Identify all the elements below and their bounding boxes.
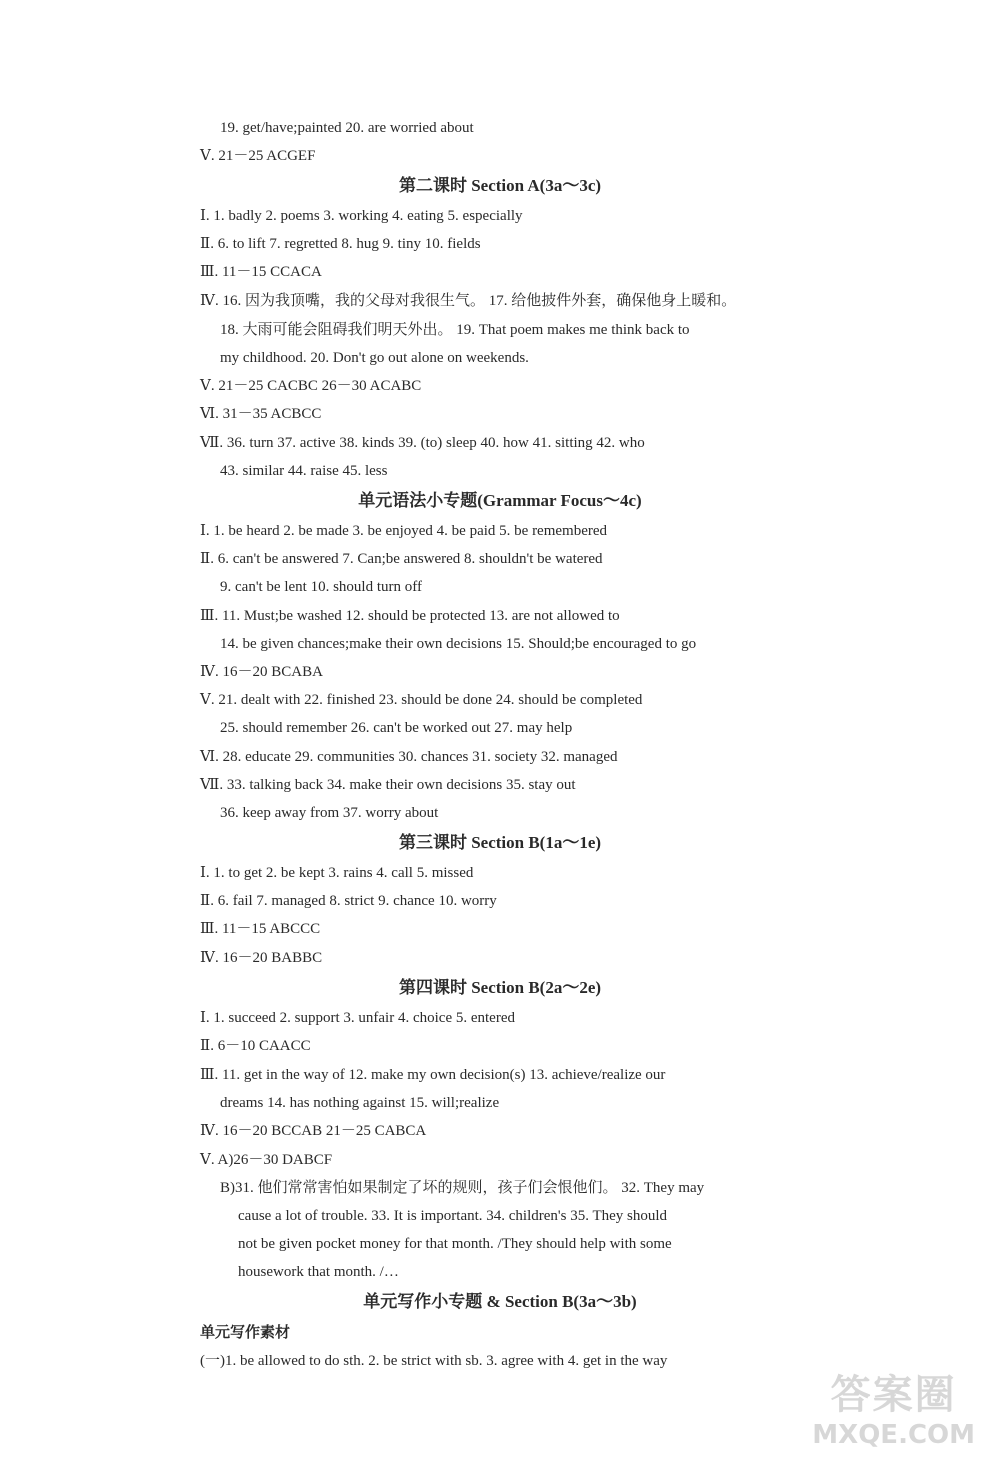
answer-line: Ⅴ. 21. dealt with 22. finished 23. should be done 24. should be completed [200, 692, 643, 708]
answer-line: Ⅲ. 11. get in the way of 12. make my own decision(s) 13. achieve/realize our [200, 1067, 666, 1083]
answer-line: Ⅱ. 6. can't be answered 7. Can;be answered 8. shouldn't be watered [200, 551, 603, 567]
answer-line: Ⅴ. A)26－30 DABCF [200, 1152, 333, 1168]
answer-line: Ⅰ. 1. to get 2. be kept 3. rains 4. call 5. missed [200, 865, 474, 881]
answer-line: 14. be given chances;make their own decisions 15. Should;be encouraged to go [220, 636, 697, 652]
answer-line: 19. get/have;painted 20. are worried about [220, 120, 474, 136]
answer-line: not be given pocket money for that month. /They should help with some [238, 1236, 672, 1252]
answer-line: Ⅲ. 11－15 ABCCC [200, 921, 321, 937]
answer-line: Ⅴ. 21－25 ACGEF [200, 148, 316, 164]
answer-line: Ⅲ. 11－15 CCACA [200, 264, 322, 280]
section-heading: 第三课时 Section B(1a～1e) [398, 833, 602, 852]
answer-line: Ⅳ. 16. 因为我顶嘴，我的父母对我很生气。 17. 给他披件外套，确保他身上暖和。 [200, 293, 737, 309]
answer-line: Ⅶ. 33. talking back 34. make their own decisions 35. stay out [200, 777, 576, 793]
answer-line: 43. similar 44. raise 45. less [220, 463, 388, 479]
answer-line: (一)1. be allowed to do sth. 2. be strict with sb. 3. agree with 4. get in the way [200, 1353, 668, 1369]
answer-line: Ⅱ. 6. to lift 7. regretted 8. hug 9. tiny 10. fields [200, 236, 481, 252]
answer-line: 36. keep away from 37. worry about [220, 805, 439, 821]
answer-line: 25. should remember 26. can't be worked out 27. may help [220, 720, 573, 736]
answer-line: housework that month. /… [238, 1264, 399, 1280]
answer-line: Ⅲ. 11. Must;be washed 12. should be protected 13. are not allowed to [200, 608, 620, 624]
answer-line: Ⅱ. 6. fail 7. managed 8. strict 9. chance 10. worry [200, 893, 497, 909]
watermark-logo: 答案圈 [830, 1372, 957, 1418]
section-heading: 第二课时 Section A(3a～3c) [398, 176, 602, 195]
answer-line: Ⅱ. 6－10 CAACC [200, 1038, 311, 1054]
section-heading: 第四课时 Section B(2a～2e) [398, 978, 602, 997]
answer-line: Ⅵ. 28. educate 29. communities 30. chances 31. society 32. managed [200, 749, 618, 765]
answer-line: Ⅰ. 1. badly 2. poems 3. working 4. eating 5. especially [200, 208, 523, 224]
section-heading: 单元语法小专题(Grammar Focus～4c) [358, 491, 642, 510]
answer-line: dreams 14. has nothing against 15. will;realize [220, 1095, 500, 1111]
section-heading: 单元写作小专题 & Section B(3a～3b) [363, 1292, 637, 1311]
answer-line: Ⅳ. 16－20 BCABA [200, 664, 323, 680]
answer-line: Ⅰ. 1. succeed 2. support 3. unfair 4. choice 5. entered [200, 1010, 515, 1026]
watermark [812, 1363, 975, 1450]
watermark-url: MXQE.COM [812, 1420, 975, 1450]
answer-line: 9. can't be lent 10. should turn off [220, 579, 422, 595]
answer-line: Ⅶ. 36. turn 37. active 38. kinds 39. (to) sleep 40. how 41. sitting 42. who [200, 435, 645, 451]
answer-line: Ⅰ. 1. be heard 2. be made 3. be enjoyed 4. be paid 5. be remembered [200, 523, 608, 539]
answer-line: Ⅳ. 16－20 BABBC [200, 950, 323, 966]
answer-line: Ⅳ. 16－20 BCCAB 21－25 CABCA [200, 1123, 427, 1139]
answer-line: Ⅵ. 31－35 ACBCC [200, 406, 322, 422]
answer-line: Ⅴ. 21－25 CACBC 26－30 ACABC [200, 378, 422, 394]
subsection-title: 单元写作素材 [200, 1325, 291, 1341]
answer-line: 18. 大雨可能会阻碍我们明天外出。 19. That poem makes me think back to [220, 322, 690, 338]
answer-line: cause a lot of trouble. 33. It is important. 34. children's 35. They should [238, 1208, 668, 1224]
answer-line: my childhood. 20. Don't go out alone on weekends. [220, 350, 529, 366]
answer-line: B)31. 他们常常害怕如果制定了坏的规则，孩子们会恨他们。 32. They may [220, 1180, 705, 1196]
